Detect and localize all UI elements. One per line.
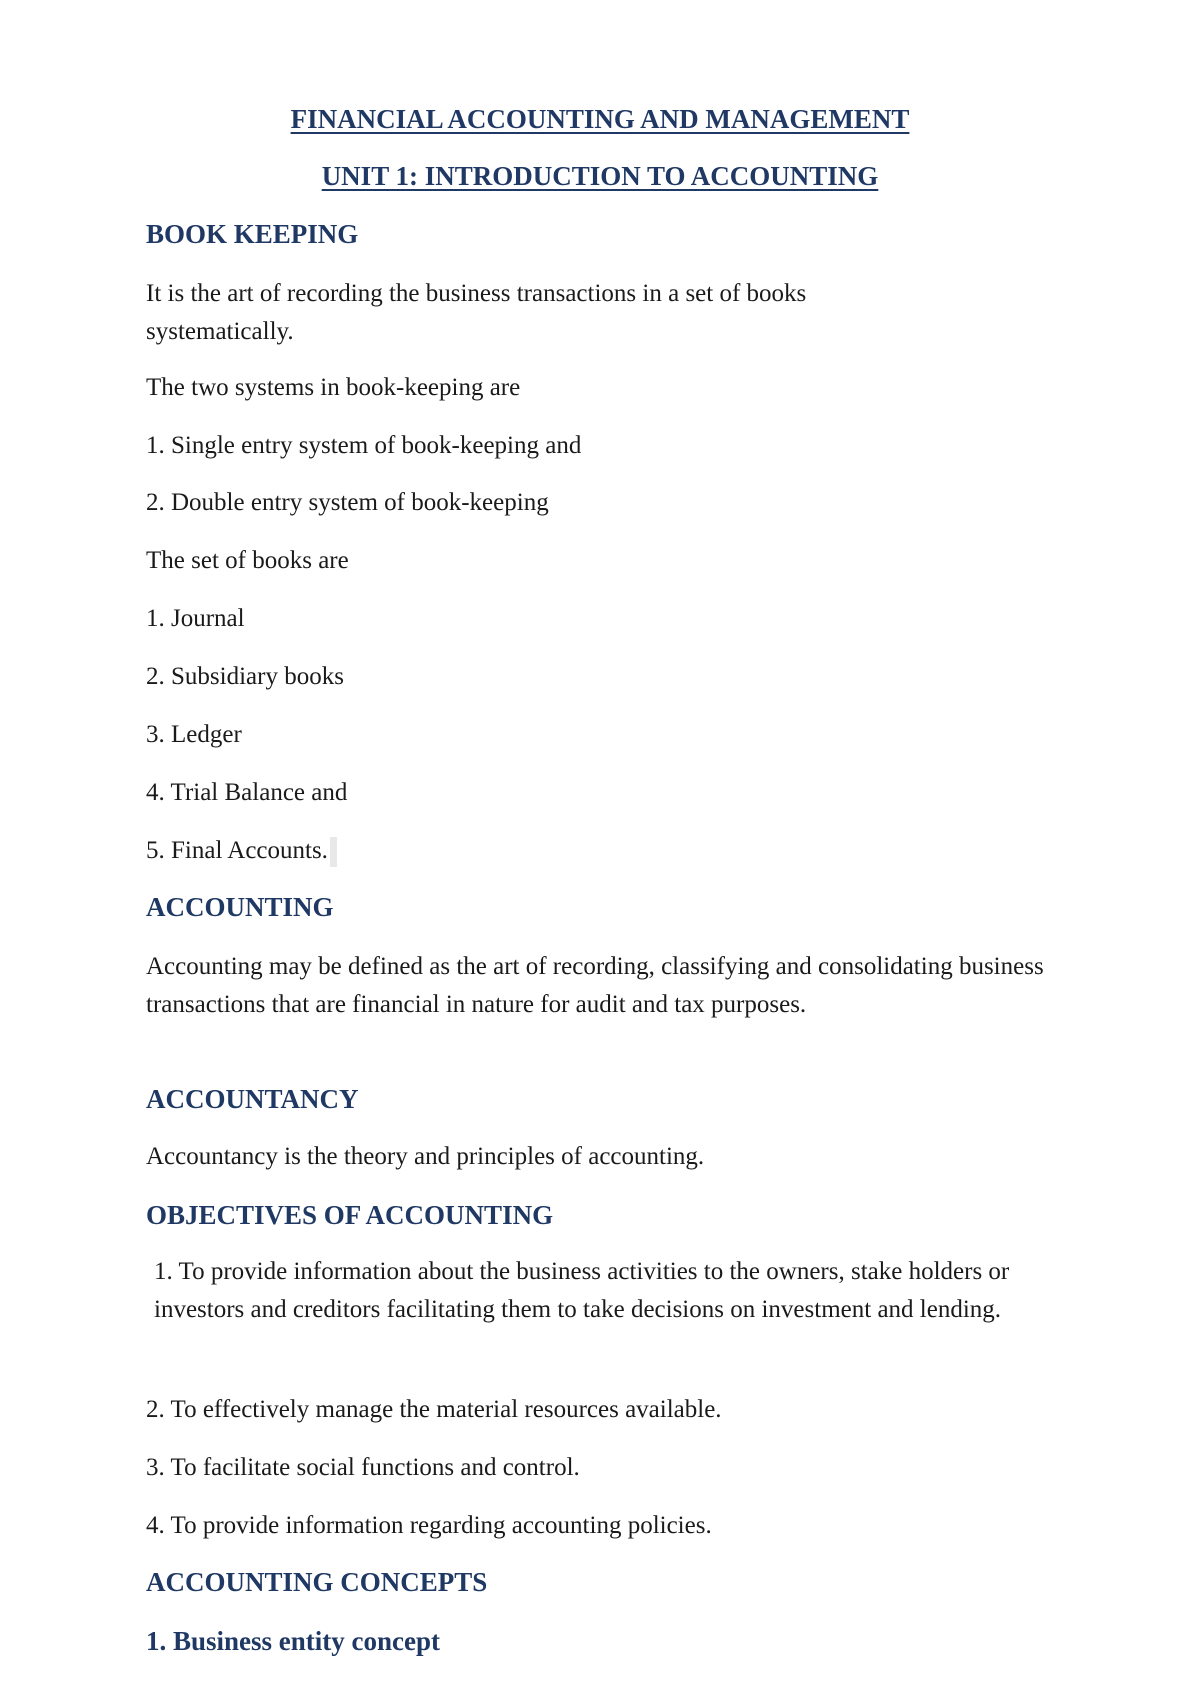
accountancy-heading: ACCOUNTANCY [146, 1084, 359, 1114]
systems-intro: The two systems in book-keeping are [146, 374, 521, 401]
accountancy-definition: Accountancy is the theory and principles of accounting. [146, 1143, 705, 1170]
system-item-2: 2. Double entry system of book-keeping [146, 489, 549, 516]
system-item-1: 1. Single entry system of book-keeping and [146, 432, 582, 459]
book-item-5-row [146, 835, 337, 867]
book-item-5: 5. Final Accounts. [146, 837, 328, 864]
book-item-1: 1. Journal [146, 605, 245, 632]
book-keeping-heading: BOOK KEEPING [146, 219, 359, 249]
objectives-heading: OBJECTIVES OF ACCOUNTING [146, 1200, 554, 1230]
objective-item-2: 2. To effectively manage the material resources available. [146, 1396, 722, 1423]
objective-item-1: 1. To provide information about the business activities to the owners, stake holders or investors and creditors facilitating them to take decisions on investment and lending. [154, 1258, 1010, 1323]
book-item-2: 2. Subsidiary books [146, 663, 344, 690]
concepts-heading: ACCOUNTING CONCEPTS [146, 1567, 488, 1597]
objective-item-4: 4. To provide information regarding accounting policies. [146, 1512, 712, 1539]
books-intro: The set of books are [146, 547, 349, 574]
accounting-heading: ACCOUNTING [146, 892, 334, 922]
objective-item-3: 3. To facilitate social functions and control. [146, 1454, 580, 1481]
document-title: FINANCIAL ACCOUNTING AND MANAGEMENT [290, 104, 910, 134]
unit-title: UNIT 1: INTRODUCTION TO ACCOUNTING [321, 161, 879, 191]
book-item-4: 4. Trial Balance and [146, 779, 348, 806]
book-keeping-definition: It is the art of recording the business transactions in a set of books systematically. [146, 280, 807, 345]
accounting-definition: Accounting may be defined as the art of recording, classifying and consolidating business transactions that are financial in nature for audit and tax purposes. [146, 953, 1044, 1018]
business-entity-concept-heading: 1. Business entity concept [146, 1626, 441, 1656]
text-cursor-marker [330, 837, 337, 867]
book-item-3: 3. Ledger [146, 721, 242, 748]
